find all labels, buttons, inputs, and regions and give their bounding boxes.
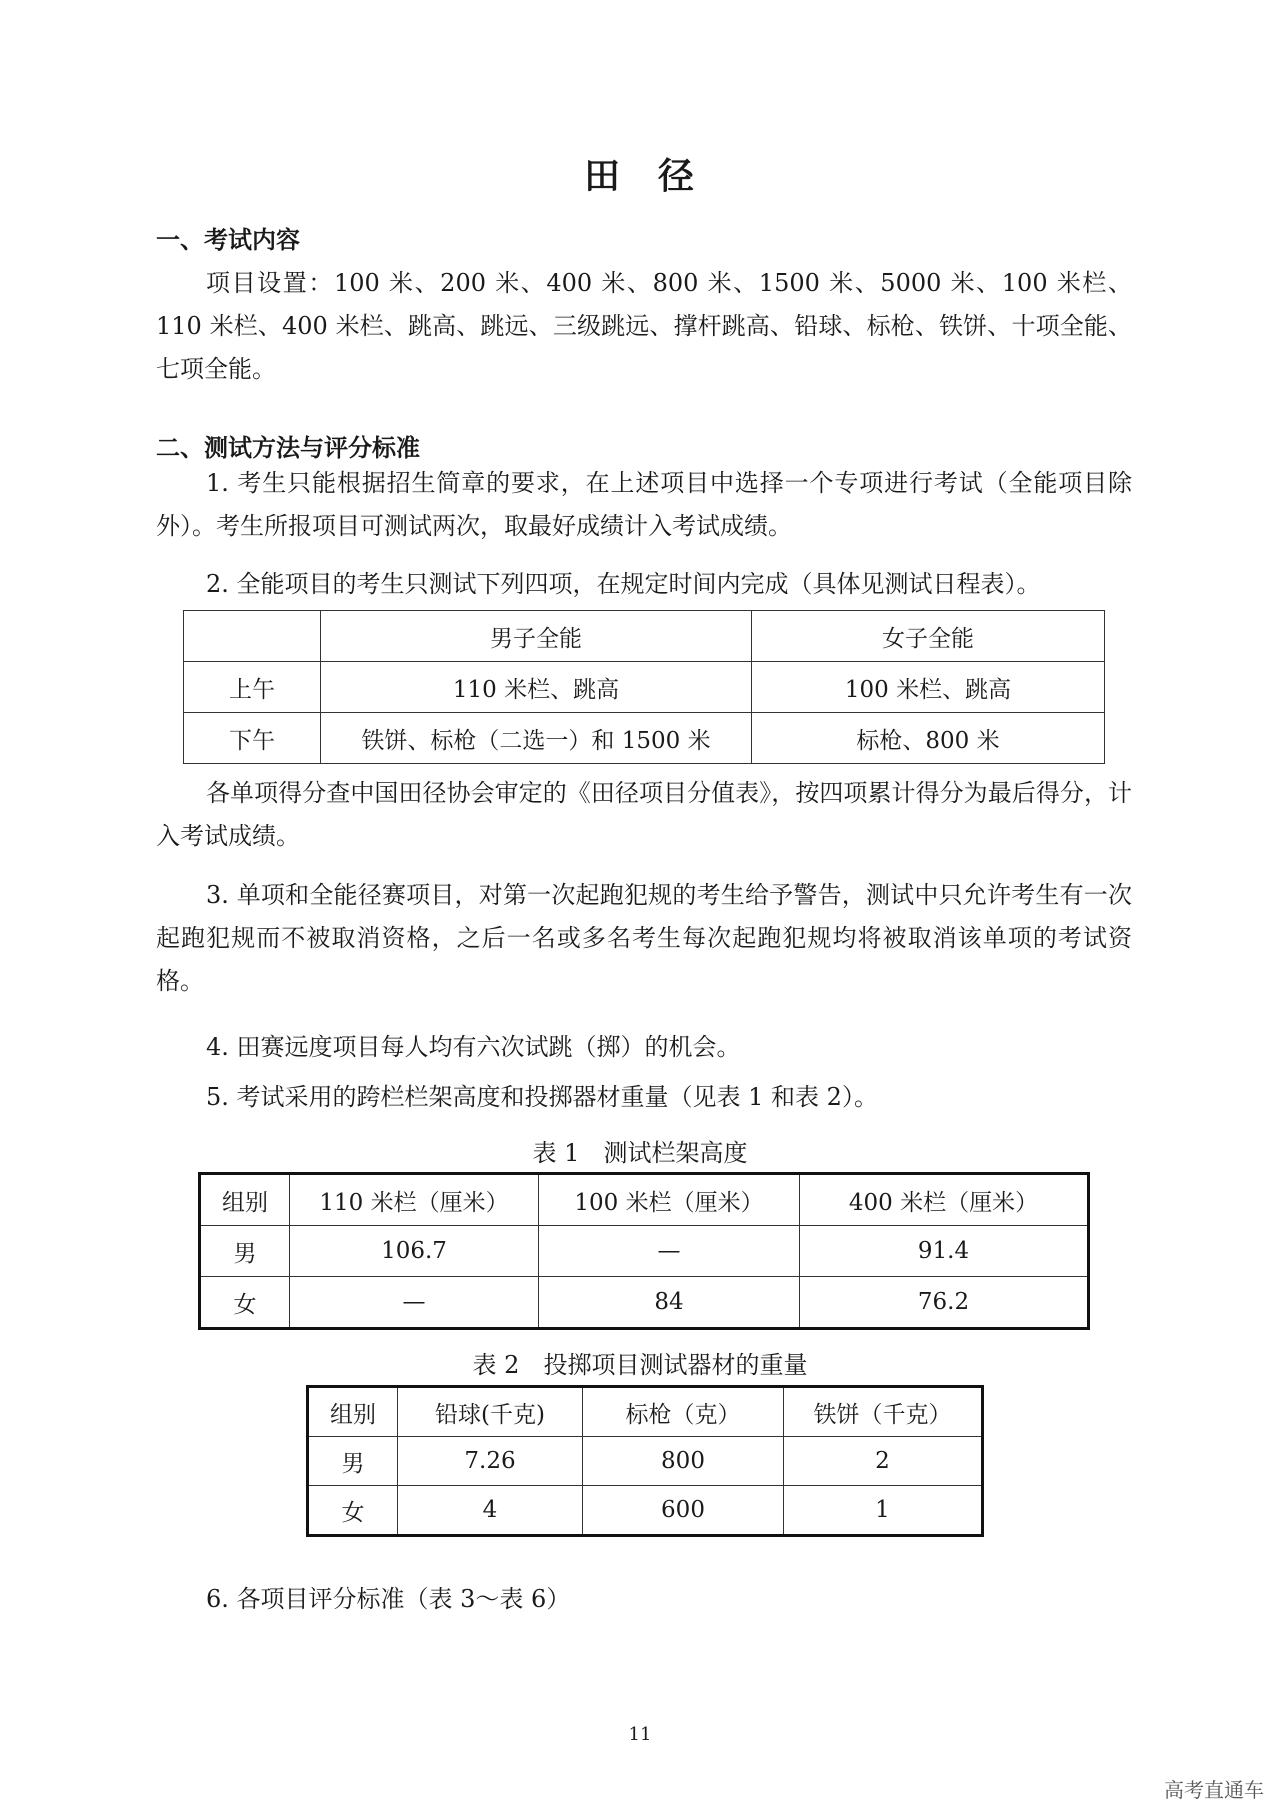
item-5-text: 5. 考试采用的跨栏栏架高度和投掷器材重量（见表 1 和表 2）。 — [206, 1083, 878, 1111]
table-cell: 下午 — [184, 713, 321, 764]
table-cell: 组别 — [200, 1174, 290, 1226]
table-header-row — [308, 1387, 983, 1437]
table-header-row — [184, 611, 1105, 662]
table-row — [184, 662, 1105, 713]
table-cell — [184, 611, 321, 662]
table-cell: 铁饼、标枪（二选一）和 1500 米 — [321, 713, 752, 764]
scoring-note: 各单项得分查中国田径协会审定的《田径项目分值表》，按四项累计得分为最后得分，计入考试成绩。 — [156, 779, 1132, 850]
table-cell: 7.26 — [398, 1437, 583, 1486]
table-cell: 标枪（克） — [583, 1387, 784, 1437]
table-cell: 标枪、800 米 — [752, 713, 1105, 764]
item-6-text: 6. 各项目评分标准（表 3～表 6） — [206, 1585, 571, 1613]
page-number: 11 — [628, 1724, 652, 1745]
table-row — [200, 1277, 1089, 1329]
table-cell: 106.7 — [290, 1226, 539, 1277]
table-cell: 76.2 — [800, 1277, 1089, 1329]
table-cell: 组别 — [308, 1387, 398, 1437]
table-row — [308, 1486, 983, 1536]
table-cell: 110 米栏（厘米） — [290, 1174, 539, 1226]
table-row — [308, 1437, 983, 1486]
table-cell: 男 — [200, 1226, 290, 1277]
throwing-implement-weight-table — [306, 1385, 984, 1537]
item-1-text: 1. 考生只能根据招生简章的要求，在上述项目中选择一个专项进行考试（全能项目除外）。考生所报项目可测试两次，取最好成绩计入考试成绩。 — [156, 469, 1132, 540]
table-cell: 100 米栏、跳高 — [752, 662, 1105, 713]
table-cell: 上午 — [184, 662, 321, 713]
table-cell: — — [290, 1277, 539, 1329]
title-char-1: 田 — [583, 156, 622, 197]
all-round-events-table — [183, 610, 1105, 764]
table-cell: 400 米栏（厘米） — [800, 1174, 1089, 1226]
table-cell: 铅球(千克) — [398, 1387, 583, 1437]
table-cell: 84 — [539, 1277, 800, 1329]
table-cell: 女子全能 — [752, 611, 1105, 662]
table-cell: 110 米栏、跳高 — [321, 662, 752, 713]
table-cell: 女 — [308, 1486, 398, 1536]
table-cell: 男 — [308, 1437, 398, 1486]
item-3-text: 3. 单项和全能径赛项目，对第一次起跑犯规的考生给予警告，测试中只允许考生有一次起跑犯规而不被取消资格，之后一名或多名考生每次起跑犯规均将被取消该单项的考试资格。 — [156, 881, 1132, 995]
table-cell: 600 — [583, 1486, 784, 1536]
table-cell: 1 — [784, 1486, 983, 1536]
section-1-heading: 一、考试内容 — [156, 226, 300, 254]
table-cell: 100 米栏（厘米） — [539, 1174, 800, 1226]
table-row — [184, 713, 1105, 764]
title-char-2: 径 — [658, 156, 697, 197]
table-2-caption: 表 2 投掷项目测试器材的重量 — [472, 1351, 808, 1379]
table-cell: 4 — [398, 1486, 583, 1536]
page-title — [0, 148, 1280, 199]
table-cell: 800 — [583, 1437, 784, 1486]
item-2-text: 2. 全能项目的考生只测试下列四项，在规定时间内完成（具体见测试日程表）。 — [206, 570, 1041, 598]
table-cell: 2 — [784, 1437, 983, 1486]
table-cell: 91.4 — [800, 1226, 1089, 1277]
table-1-caption: 表 1 测试栏架高度 — [532, 1139, 748, 1167]
table-header-row — [200, 1174, 1089, 1226]
section-2-heading: 二、测试方法与评分标准 — [156, 434, 420, 462]
table-cell: 男子全能 — [321, 611, 752, 662]
table-cell: — — [539, 1226, 800, 1277]
table-row — [200, 1226, 1089, 1277]
table-cell: 铁饼（千克） — [784, 1387, 983, 1437]
table-cell: 女 — [200, 1277, 290, 1329]
section-1-text: 项目设置：100 米、200 米、400 米、800 米、1500 米、5000 米、100 米栏、110 米栏、400 米栏、跳高、跳远、三级跳远、撑杆跳高、铅球、标枪、铁饼、十项全能、七项全能。 — [156, 269, 1132, 383]
hurdle-height-table — [198, 1172, 1090, 1330]
item-4-text: 4. 田赛远度项目每人均有六次试跳（掷）的机会。 — [206, 1033, 741, 1061]
watermark: 高考直通车 — [1164, 1778, 1264, 1802]
